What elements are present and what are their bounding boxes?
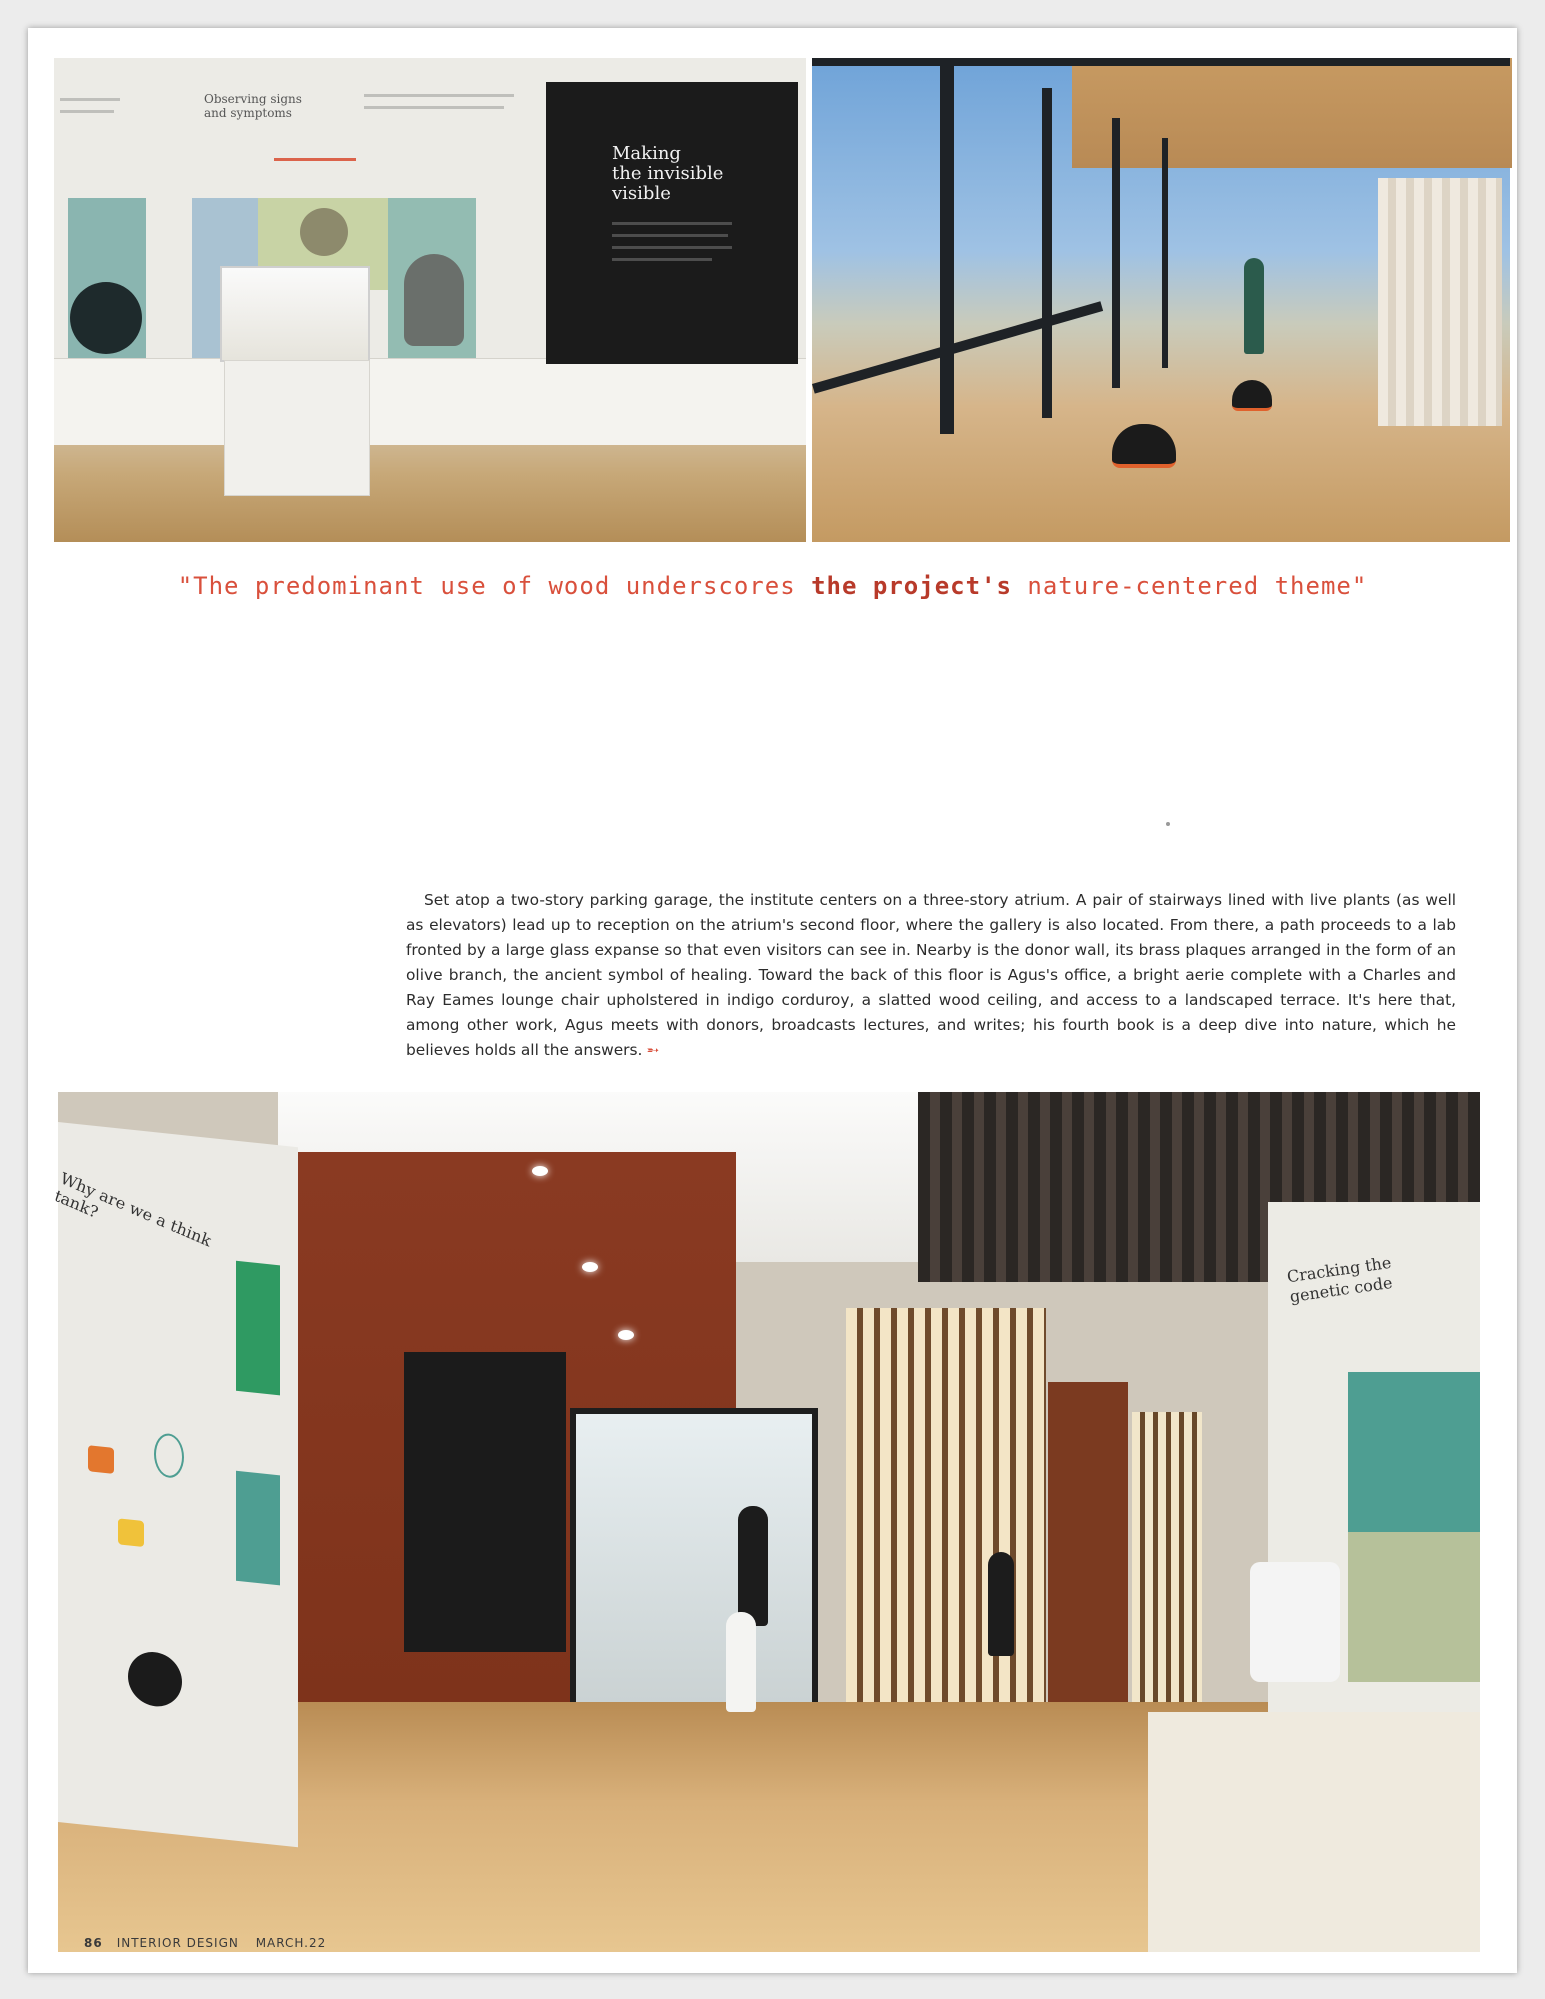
page-folio <box>84 1936 326 1950</box>
gallery-display-case <box>220 266 370 362</box>
gallery-xray-image <box>70 282 142 354</box>
pull-quote-text-end: nature-centered theme" <box>1011 572 1368 600</box>
corridor-wall-panel <box>1048 1382 1128 1742</box>
gallery-pedestal <box>224 360 370 496</box>
lab-worker <box>726 1612 756 1712</box>
dark-panel-text <box>612 234 728 237</box>
pull-quote-emphasis: the project's <box>811 572 1012 600</box>
dark-panel-title: Making the invisible visible <box>612 143 724 204</box>
right-exhibit-wall <box>1268 1202 1480 1782</box>
ceiling-light <box>582 1262 598 1272</box>
left-exhibit-wall <box>52 1122 298 1847</box>
magazine-name: INTERIOR DESIGN <box>116 1936 239 1950</box>
atrium-wood-ceiling <box>1072 58 1512 168</box>
diagram-node-icon <box>118 1518 144 1547</box>
left-wall-title: Why are we a think tank? <box>52 1168 214 1251</box>
visitor-silhouette <box>988 1552 1014 1656</box>
gallery-bust-portrait <box>404 254 464 346</box>
magazine-page <box>28 28 1517 1973</box>
diagram-node-icon <box>88 1445 114 1474</box>
body-paragraph <box>406 888 1456 1063</box>
balance-trainer <box>1112 424 1176 468</box>
gallery-coin-image <box>300 208 348 256</box>
dark-panel-text <box>612 258 712 261</box>
gallery-panel-heading: Observing signs and symptoms <box>204 92 302 120</box>
pull-quote <box>28 572 1517 600</box>
window-mullion <box>1042 88 1052 418</box>
end-of-story-mark: ➵ <box>646 1041 660 1060</box>
gallery-text-block <box>60 110 114 113</box>
microscope <box>1250 1562 1340 1682</box>
ceiling-light <box>618 1330 634 1340</box>
green-info-panel <box>236 1261 280 1396</box>
atrium-curtain <box>1378 178 1502 426</box>
folio-separator <box>245 1936 250 1950</box>
diagram-center-icon <box>154 1432 184 1479</box>
window-mullion <box>1162 138 1168 368</box>
decorative-dot <box>1166 822 1170 826</box>
issue-date: MARCH.22 <box>255 1936 327 1950</box>
body-paragraph-text: Set atop a two-story parking garage, the institute centers on a three-story atrium. A pair of stairways lined with live plants (as well as elevators) lead up to reception on the atrium's second floor, where the gallery is also located. From there, a path proceeds to a lab fronted by a large glass expanse so that even visitors can see in. Nearby is the donor wall, its brass plaques arranged in the form of an olive branch, the ancient symbol of healing. Toward the back of this floor is Agus's office, a bright aerie complete with a Charles and Ray Eames lounge chair upholstered in indigo corduroy, a slatted wood ceiling, and access to a landscaped terrace. It's here that, among other work, Agus meets with donors, broadcasts lectures, and writes; his fourth book is a deep dive into nature, which he believes holds all the answers. <box>406 891 1456 1060</box>
display-counter <box>1148 1712 1480 1952</box>
visitor-silhouette <box>738 1506 768 1626</box>
page-number: 86 <box>84 1936 103 1950</box>
gallery-photo <box>54 58 806 542</box>
gallery-text-block <box>60 98 120 101</box>
dark-panel-text <box>612 246 732 249</box>
right-wall-title: Cracking the genetic code <box>1285 1252 1394 1307</box>
window-mullion <box>940 58 954 434</box>
teal-info-panel <box>1348 1372 1480 1532</box>
window-frame <box>812 58 1510 66</box>
green-image-panel <box>1348 1532 1480 1682</box>
gallery-red-bar <box>274 158 356 161</box>
window-sill <box>812 301 1103 393</box>
balance-trainer <box>1232 380 1272 411</box>
teal-info-panel <box>236 1471 280 1586</box>
dark-panel-text <box>612 222 732 225</box>
gallery-ledge <box>54 358 806 445</box>
lab-glass-window <box>570 1408 818 1720</box>
gallery-text-block <box>364 106 504 109</box>
wood-slat-wall-far <box>1132 1412 1202 1742</box>
ceiling-light <box>532 1166 548 1176</box>
pull-quote-text: "The predominant use of wood underscores <box>177 572 812 600</box>
exercising-person <box>1244 258 1264 354</box>
black-wall-panel <box>404 1352 566 1652</box>
corridor-photo <box>52 1092 1480 1952</box>
window-mullion <box>1112 118 1120 388</box>
diagram-black-circle <box>128 1649 182 1709</box>
gallery-text-block <box>364 94 514 97</box>
atrium-photo <box>812 58 1510 542</box>
gallery-dark-panel <box>546 82 798 364</box>
